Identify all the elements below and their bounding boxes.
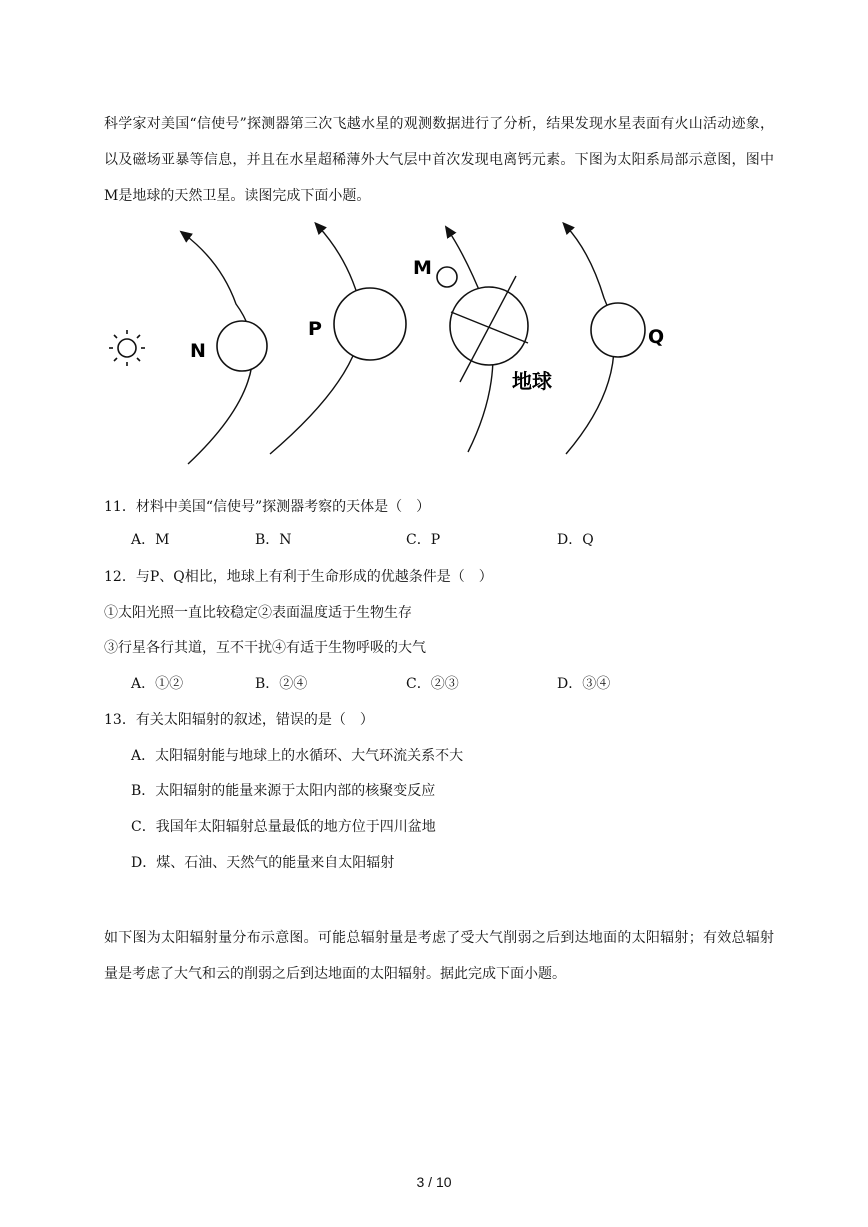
label-earth: 地球 — [512, 369, 552, 393]
q11-option-a[interactable]: A．M — [131, 532, 170, 548]
q13-option-a[interactable]: A．太阳辐射能与地球上的水循环、大气环流关系不大 — [131, 748, 464, 764]
question-13-stem: 13．有关太阳辐射的叙述，错误的是（ ） — [104, 712, 374, 728]
intro-paragraph-mercury: 科学家对美国“信使号”探测器第三次飞越水星的观测数据进行了分析，结果发现水星表面有火山活动迹象，以及磁场亚暴等信息，并且在水星超稀薄外大气层中首次发现电离钙元素。下图为太阳系局部示意图，图中M是地球的天然卫星。读图完成下面小题。 — [104, 116, 774, 204]
label-p: P — [308, 318, 322, 340]
question-11-stem: 11．材料中美国“信使号”探测器考察的天体是（ ） — [104, 499, 431, 515]
q12-option-a[interactable]: A．①② — [131, 676, 184, 692]
planet-earth — [450, 276, 528, 382]
q12-statement-line-1: ①太阳光照一直比较稳定②表面温度适于生物生存 — [104, 605, 412, 621]
planet-q — [591, 303, 645, 357]
page-number: 3 / 10 — [416, 1174, 452, 1190]
q13-option-d[interactable]: D．煤、石油、天然气的能量来自太阳辐射 — [131, 855, 395, 871]
sun-icon — [109, 330, 145, 366]
intro-paragraph-radiation: 如下图为太阳辐射量分布示意图。可能总辐射量是考虑了受大气削弱之后到达地面的太阳辐射；有效总辐射量是考虑了大气和云的削弱之后到达地面的太阳辐射。据此完成下面小题。 — [104, 930, 774, 982]
planet-p — [334, 288, 406, 360]
q12-statement-line-2: ③行星各行其道，互不干扰④有适于生物呼吸的大气 — [104, 640, 426, 656]
q12-option-d[interactable]: D．③④ — [557, 676, 611, 692]
q13-option-b[interactable]: B．太阳辐射的能量来源于太阳内部的核聚变反应 — [131, 783, 436, 799]
question-12-stem: 12．与P、Q相比，地球上有利于生命形成的优越条件是（ ） — [104, 569, 493, 585]
q12-option-c[interactable]: C．②③ — [406, 676, 459, 692]
q11-option-c[interactable]: C．P — [406, 532, 441, 548]
solar-system-diagram — [96, 222, 696, 472]
label-q: Q — [648, 326, 665, 348]
q11-option-d[interactable]: D．Q — [557, 532, 594, 548]
q11-option-b[interactable]: B．N — [255, 532, 292, 548]
q12-option-b[interactable]: B．②④ — [255, 676, 308, 692]
label-n: N — [190, 340, 206, 362]
q13-option-c[interactable]: C．我国年太阳辐射总量最低的地方位于四川盆地 — [131, 819, 436, 835]
label-m: M — [413, 257, 432, 279]
planet-n — [217, 321, 267, 371]
moon-m — [437, 267, 457, 287]
